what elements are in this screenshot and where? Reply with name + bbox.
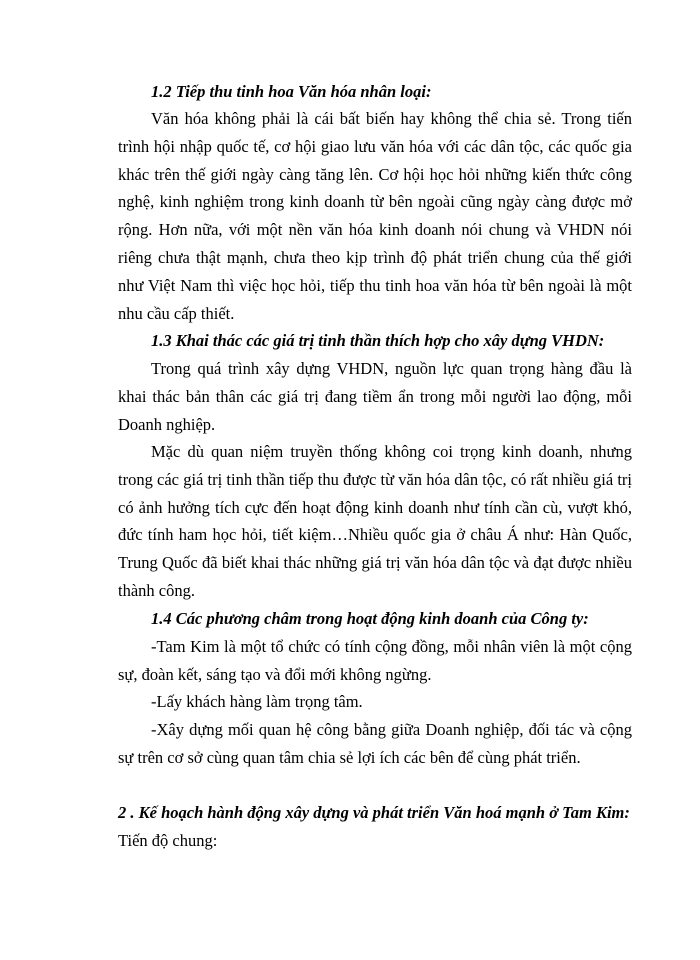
heading-1-3: 1.3 Khai thác các giá trị tinh thần thích hợp cho xây dựng VHDN: [151,331,605,350]
heading-1-2: 1.2 Tiếp thu tinh hoa Văn hóa nhân loại: [151,82,432,101]
list-item-community: -Tam Kim là một tổ chức có tính cộng đồng, mỗi nhân viên là một cộng sự, đoàn kết, sáng tạo và đổi mới không ngừng. [118,637,632,684]
subline-general-schedule: Tiến độ chung: [118,831,218,850]
heading-2-action-plan: 2 . Kế hoạch hành động xây dựng và phát triển Văn hoá mạnh ở Tam Kim: [118,803,630,822]
paragraph-development-resources: Trong quá trình xây dựng VHDN, nguồn lực quan trọng hàng đầu là khai thác bản thân các giá trị đang tiềm ẩn trong mỗi người lao động, mỗi Doanh nghiệp. [118,359,632,434]
paragraph-cultural-essence: Văn hóa không phải là cái bất biến hay không thể chia sẻ. Trong tiến trình hội nhập quốc tế, cơ hội giao lưu văn hóa với các dân tộc, các quốc gia khác trên thế giới ngày càng tăng lên. Cơ hội học hỏi những kiến thức công nghệ, kinh nghiệm trong kinh doanh từ bên ngoài cũng ngày càng được mở rộng. Hơn nữa, với một nền văn hóa kinh doanh nói chung và VHDN nói riêng chưa thật mạnh, chưa theo kịp trình độ phát triển chung của thế giới như Việt Nam thì việc học hỏi, tiếp thu tinh hoa văn hóa từ bên ngoài là một nhu cầu cấp thiết. [118,109,632,323]
heading-1-4: 1.4 Các phương châm trong hoạt động kinh doanh của Công ty: [151,609,589,628]
paragraph-traditional-values: Mặc dù quan niệm truyền thống không coi trọng kinh doanh, nhưng trong các giá trị tinh thần tiếp thu được từ văn hóa dân tộc, có rất nhiều giá trị có ảnh hưởng tích cực đến hoạt động kinh doanh như tính cần cù, vượt khó, đức tính ham học hỏi, tiết kiệm…Nhiều quốc gia ở châu Á như: Hàn Quốc, Trung Quốc đã biết khai thác những giá trị văn hóa dân tộc và đạt được nhiều thành công. [118,442,632,600]
list-item-fair-relationship: -Xây dựng mối quan hệ công bằng giữa Doanh nghiệp, đối tác và cộng sự trên cơ sở cùng quan tâm chia sẻ lợi ích các bên để cùng phát triển. [118,720,632,767]
list-item-customer-focus: -Lấy khách hàng làm trọng tâm. [151,692,363,711]
